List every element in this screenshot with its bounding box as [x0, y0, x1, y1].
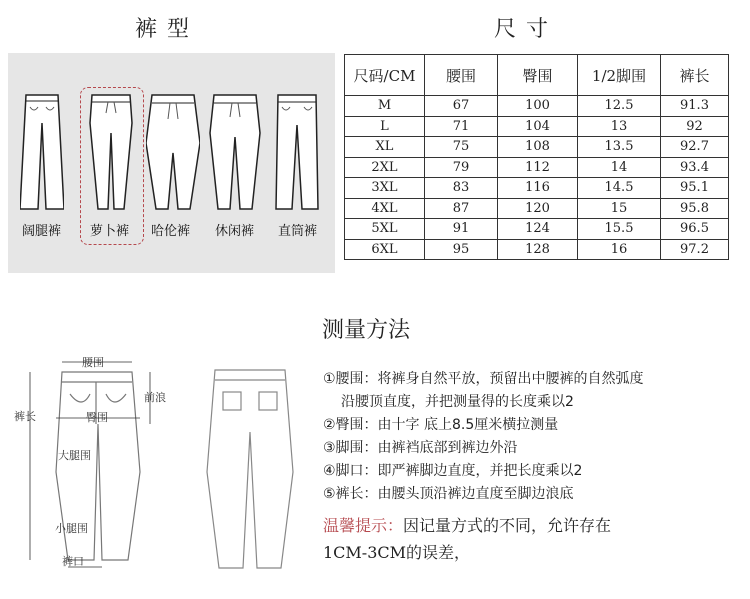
measure-cell: 95.1 [661, 178, 729, 199]
measure-cell: 97.2 [661, 239, 729, 260]
measure-cell: 83 [425, 178, 498, 199]
size-row [345, 96, 729, 117]
diagram-label-calf: 小腿围 [55, 522, 88, 535]
column-header: 裤长 [661, 55, 729, 96]
size-row [345, 116, 729, 137]
size-cell: XL [345, 137, 425, 158]
straight-pants-icon [274, 93, 320, 211]
measure-note: ②臀围：由十字 底上8.5厘米横拉测量 [323, 417, 559, 433]
size-cell: 2XL [345, 157, 425, 178]
measure-cell: 14 [578, 157, 661, 178]
pant-type-label: 阔腿裤 [22, 224, 62, 239]
measure-cell: 12.5 [578, 96, 661, 117]
measure-cell: 13.5 [578, 137, 661, 158]
measure-title: 测量方法 [322, 318, 411, 343]
measure-cell: 128 [498, 239, 578, 260]
column-header: 腰围 [425, 55, 498, 96]
measure-cell: 96.5 [661, 219, 729, 240]
casual-pants-icon [208, 93, 262, 211]
column-header: 臀围 [498, 55, 578, 96]
front-measure-diagram [10, 352, 180, 582]
size-row [345, 157, 729, 178]
pant-types-header: 裤型 [135, 17, 200, 42]
measure-cell: 79 [425, 157, 498, 178]
size-row [345, 137, 729, 158]
measure-cell: 124 [498, 219, 578, 240]
measure-cell: 92 [661, 116, 729, 137]
wide-leg-pants-icon [20, 93, 64, 211]
column-header: 尺码/CM [345, 55, 425, 96]
measure-cell: 75 [425, 137, 498, 158]
harem-pants-icon [146, 93, 200, 211]
pant-type-label: 休闲裤 [215, 224, 255, 239]
measure-note: ③脚围：由裤裆底部到裤边外沿 [323, 440, 518, 456]
pant-type-label: 直筒裤 [278, 224, 318, 239]
measure-note: ①腰围：将裤身自然平放，预留出中腰裤的自然弧度 [323, 371, 644, 387]
measure-cell: 112 [498, 157, 578, 178]
size-cell: 6XL [345, 239, 425, 260]
measure-cell: 15.5 [578, 219, 661, 240]
measure-cell: 100 [498, 96, 578, 117]
measure-cell: 116 [498, 178, 578, 199]
measure-cell: 91 [425, 219, 498, 240]
warm-tip-text-2: 1CM-3CM的误差， [323, 543, 471, 562]
measure-cell: 87 [425, 198, 498, 219]
measure-cell: 93.4 [661, 157, 729, 178]
measure-cell: 95 [425, 239, 498, 260]
diagram-label-hem: 裤口 [62, 555, 84, 568]
measure-note: ④脚口：即严裤脚边直度，并把长度乘以2 [323, 463, 583, 479]
diagram-label-waist: 腰围 [82, 356, 104, 369]
warm-tip [323, 513, 611, 536]
size-row [345, 239, 729, 260]
measure-cell: 95.8 [661, 198, 729, 219]
measure-cell: 13 [578, 116, 661, 137]
carrot-pants-icon [86, 93, 136, 211]
size-cell: 5XL [345, 219, 425, 240]
measure-cell: 15 [578, 198, 661, 219]
measure-cell: 71 [425, 116, 498, 137]
column-header: 1/2脚围 [578, 55, 661, 96]
warm-tip-label: 温馨提示： [323, 516, 404, 535]
measure-cell: 14.5 [578, 178, 661, 199]
pant-type-label: 萝卜裤 [90, 224, 130, 239]
measure-cell: 104 [498, 116, 578, 137]
size-cell: 3XL [345, 178, 425, 199]
size-cell: 4XL [345, 198, 425, 219]
measure-cell: 67 [425, 96, 498, 117]
size-table [344, 54, 729, 260]
measure-cell: 120 [498, 198, 578, 219]
diagram-label-hip: 臀围 [86, 411, 108, 424]
measure-cell: 91.3 [661, 96, 729, 117]
measure-cell: 16 [578, 239, 661, 260]
size-table-header-row [345, 55, 729, 96]
size-cell: L [345, 116, 425, 137]
size-row [345, 178, 729, 199]
back-pants-diagram [205, 362, 300, 582]
measure-note: 沿腰顶直度，并把测量得的长度乘以2 [341, 394, 574, 410]
pant-types-panel [8, 53, 335, 273]
warm-tip-text: 因记量方式的不同，允许存在 [403, 516, 612, 535]
measure-note: ⑤裤长：由腰头顶沿裤边直度至脚边浪底 [323, 486, 574, 502]
pant-type-label: 哈伦裤 [151, 224, 191, 239]
size-cell: M [345, 96, 425, 117]
measure-cell: 108 [498, 137, 578, 158]
diagram-label-front-rise: 前浪 [144, 391, 166, 404]
diagram-label-thigh: 大腿围 [58, 449, 91, 462]
size-row [345, 219, 729, 240]
diagram-label-length: 裤长 [14, 410, 36, 423]
size-row [345, 198, 729, 219]
measure-cell: 92.7 [661, 137, 729, 158]
size-header: 尺寸 [494, 17, 559, 42]
